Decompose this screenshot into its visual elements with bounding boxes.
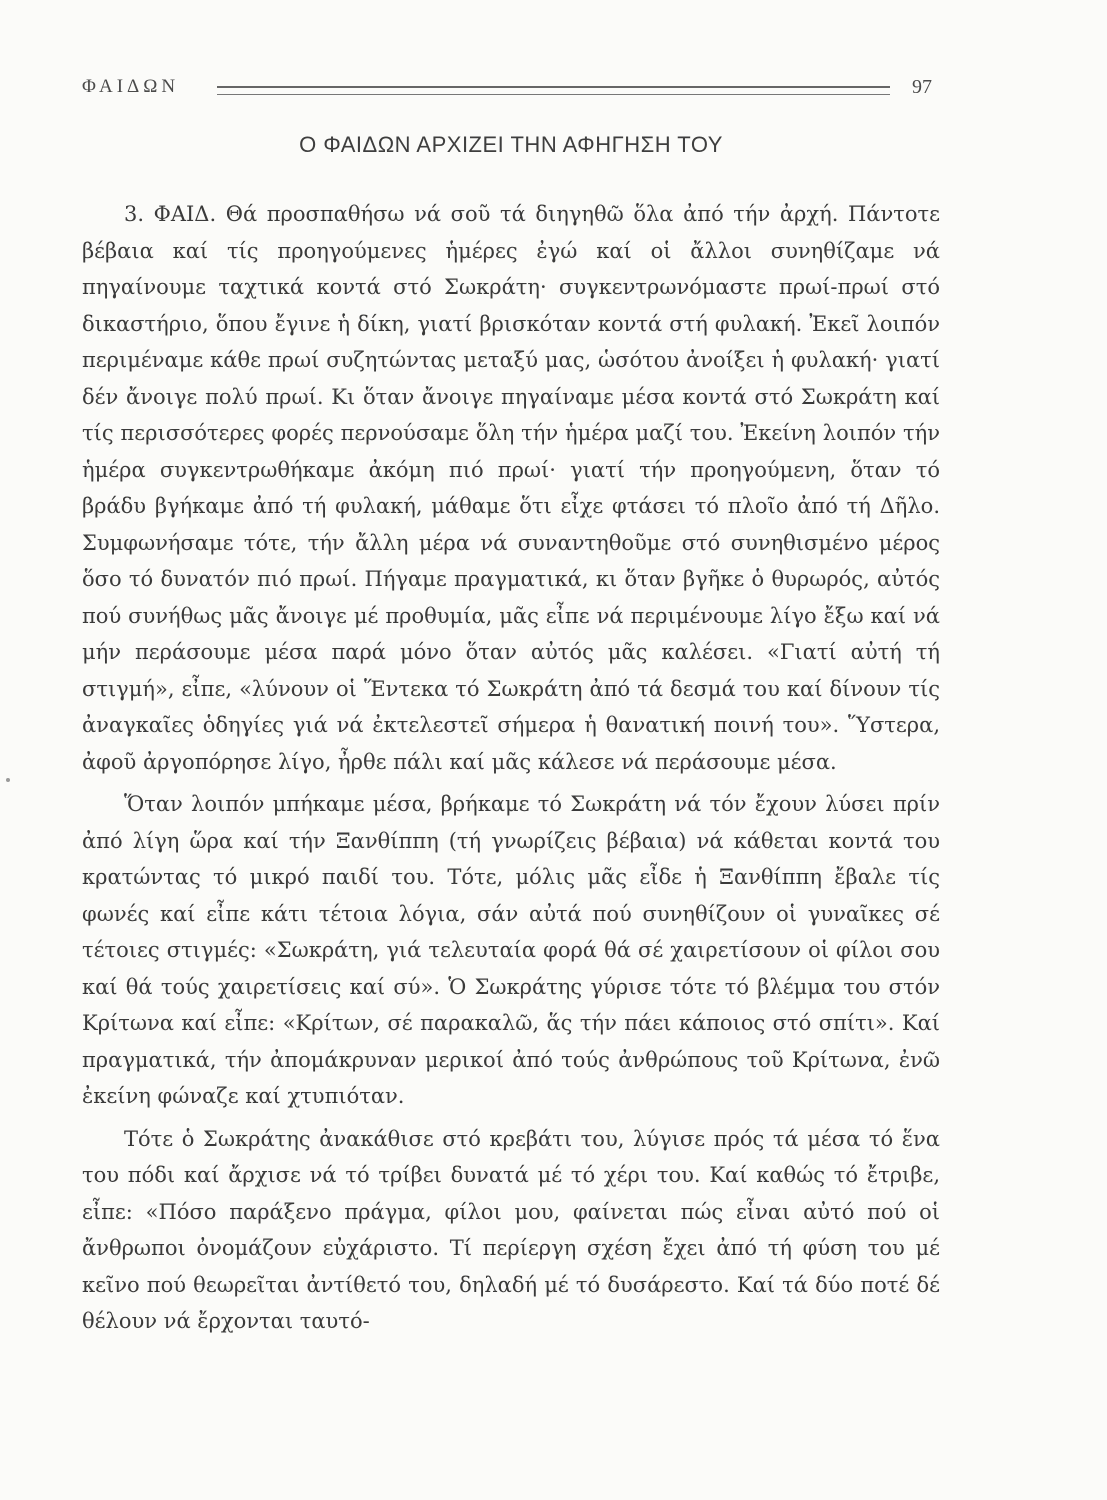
running-head bbox=[82, 72, 932, 106]
scan-speck bbox=[6, 778, 10, 782]
running-title: ΦΑΙΔΩΝ bbox=[82, 76, 180, 97]
paragraph: Τότε ὁ Σωκράτης ἀνακάθισε στό κρεβάτι του, λύγισε πρός τά μέσα τό ἕνα του πόδι καί ἄρχισε νά τό τρίβει δυνατά μέ τό χέρι του. Καί καθώς τό ἔτριβε, εἶπε: «Πόσο παράξενο πράγμα, φίλοι μου, φαίνεται πώς εἶναι αὐτό πού οἱ ἄνθρωποι ὀνομάζουν εὐχάριστο. Τί περίεργη σχέση ἔχει ἀπό τή φύση του μέ κεῖνο πού θεωρεῖται ἀντίθετό του, δηλαδή μέ τό δυσάρεστο. Καί τά δύο ποτέ δέ θέλουν νά ἔρχονται ταυτό- bbox=[82, 1126, 940, 1333]
header-rule bbox=[217, 86, 890, 95]
page-number: 97 bbox=[912, 76, 932, 98]
chapter-heading: Ο ΦΑΙΔΩΝ ΑΡΧΙΖΕΙ ΤΗΝ ΑΦΗΓΗΣΗ ΤΟΥ bbox=[299, 132, 723, 157]
body-text bbox=[82, 196, 940, 1340]
paragraph: Ὅταν λοιπόν μπήκαμε μέσα, βρήκαμε τό Σωκράτη νά τόν ἔχουν λύσει πρίν ἀπό λίγη ὥρα καί τήν Ξανθίππη (τή γνωρίζεις βέβαια) νά κάθεται κοντά του κρατώντας τό μικρό παιδί του. Τότε, μόλις μᾶς εἶδε ἡ Ξανθίππη ἔβαλε τίς φωνές καί εἶπε κάτι τέτοια λόγια, σάν αὐτά πού συνηθίζουν οἱ γυναῖκες σέ τέτοιες στιγμές: «Σωκράτη, γιά τελευταία φορά θά σέ χαιρετίσουν οἱ φίλοι σου καί θά τούς χαιρετίσεις καί σύ». Ὁ Σωκράτης γύρισε τότε τό βλέμμα του στόν Κρίτωνα καί εἶπε: «Κρίτων, σέ παρακαλῶ, ἅς τήν πάει κάποιος στό σπίτι». Καί πραγματικά, τήν ἀπομάκρυναν μερικοί ἀπό τούς ἀνθρώπους τοῦ Κρίτωνα, ἐνῶ ἐκείνη φώναζε καί χτυπιόταν. bbox=[82, 792, 940, 1108]
paragraph: 3. ΦΑΙΔ. Θά προσπαθήσω νά σοῦ τά διηγηθῶ ὅλα ἀπό τήν ἀρχή. Πάντοτε βέβαια καί τίς προηγούμενες ἡμέρες ἐγώ καί οἱ ἄλλοι συνηθίζαμε νά πηγαίνουμε ταχτικά κοντά στό Σωκράτη· συγκεντρωνόμαστε πρωί-πρωί στό δικαστήριο, ὅπου ἔγινε ἡ δίκη, γιατί βρισκόταν κοντά στή φυλακή. Ἐκεῖ λοιπόν περιμέναμε κάθε πρωί συζητώντας μεταξύ μας, ὡσότου ἀνοίξει ἡ φυλακή· γιατί δέν ἄνοιγε πολύ πρωί. Κι ὅταν ἄνοιγε πηγαίναμε μέσα κοντά στό Σωκράτη καί τίς περισσότερες φορές περνούσαμε ὅλη τήν ἡμέρα μαζί του. Ἐκείνη λοιπόν τήν ἡμέρα συγκεντρωθήκαμε ἀκόμη πιό πρωί· γιατί τήν προηγούμενη, ὅταν τό βράδυ βγήκαμε ἀπό τή φυλακή, μάθαμε ὅτι εἶχε φτάσει τό πλοῖο ἀπό τή Δῆλο. Συμφωνήσαμε τότε, τήν ἄλλη μέρα νά συναντηθοῦμε στό συνηθισμένο μέρος ὅσο τό δυνατόν πιό πρωί. Πήγαμε πραγματικά, κι ὅταν βγῆκε ὁ θυρωρός, αὐτός πού συνήθως μᾶς ἄνοιγε μέ προθυμία, μᾶς εἶπε νά περιμένουμε λίγο ἔξω καί νά μήν περάσουμε μέσα παρά μόνο ὅταν αὐτός μᾶς καλέσει. «Γιατί αὐτή τή στιγμή», εἶπε, «λύνουν οἱ Ἕντεκα τό Σωκράτη ἀπό τά δεσμά του καί δίνουν τίς ἀναγκαῖες ὁδηγίες γιά νά ἐκτελεστεῖ σήμερα ἡ θανατική ποινή του». Ὕστερα, ἀφοῦ ἀργοπόρησε λίγο, ἦρθε πάλι καί μᾶς κάλεσε νά περάσουμε μέσα. bbox=[82, 202, 940, 774]
